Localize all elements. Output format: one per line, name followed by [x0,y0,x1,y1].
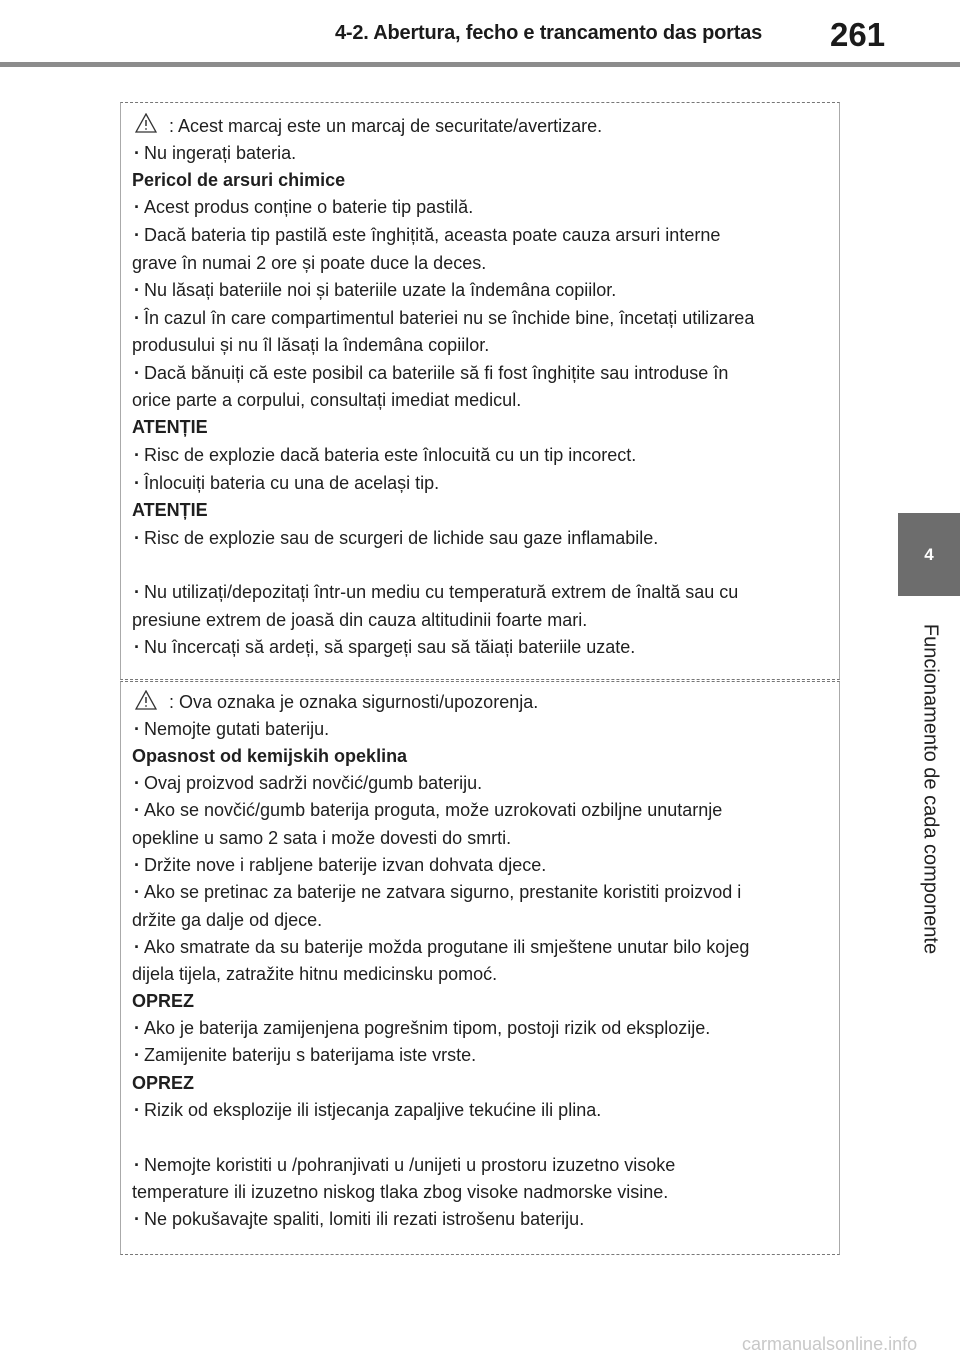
warning-panel-romanian [120,102,840,680]
list-item: · Risc de explozie dacă bateria este înlocuită cu un tip incorect. [132,444,636,466]
list-item: · Nu ingerați bateria. [132,142,296,164]
list-item: · Dacă bănuiți că este posibil ca bateriile să fi fost înghițite sau introduse în [132,362,728,384]
section-heading: OPREZ [132,1073,195,1093]
list-item: · Ako se pretinac za baterije ne zatvara sigurno, prestanite koristiti proizvod i [132,881,741,903]
list-item-continuation: grave în numai 2 ore și poate duce la deces. [132,253,487,273]
section-title: 4-2. Abertura, fecho e trancamento das portas [335,22,763,44]
list-item-continuation: držite ga dalje od djece. [132,910,323,930]
list-item: · Acest produs conține o baterie tip pastilă. [132,196,473,218]
list-item-continuation: opekline u samo 2 sata i može dovesti do smrti. [132,828,512,848]
page-header [0,0,960,68]
list-item: · Nu utilizați/depozitați într-un mediu cu temperatură extrem de înaltă sau cu [132,581,738,603]
list-item: · Ako smatrate da su baterije možda progutane ili smještene unutar bilo kojeg [132,936,749,958]
chapter-tab[interactable] [898,513,960,596]
list-item: · Ne pokušavajte spaliti, lomiti ili rezati istrošenu bateriju. [132,1208,584,1230]
marking-note: : Ova oznaka je oznaka sigurnosti/upozorenja. [169,692,539,712]
chapter-number: 4 [924,544,934,564]
section-heading: ATENȚIE [132,417,208,437]
page-number: 261 [830,16,886,53]
section-heading: Opasnost od kemijskih opeklina [132,746,408,766]
list-item-continuation: orice parte a corpului, consultați imediat medicul. [132,390,522,410]
list-item: · Înlocuiți bateria cu una de același tip. [132,472,439,494]
marking-note: : Acest marcaj este un marcaj de securitate/avertizare. [169,116,603,136]
section-heading: OPREZ [132,991,195,1011]
list-item: · Držite nove i rabljene baterije izvan dohvata djece. [132,854,546,876]
warning-panel-croatian [120,681,840,1255]
warning-triangle-icon [135,690,157,710]
list-item: · Nemojte gutati bateriju. [132,718,329,740]
list-item: · Dacă bateria tip pastilă este înghițită, aceasta poate cauza arsuri interne [132,224,720,246]
list-item: · Nu încercați să ardeți, să spargeți sau să tăiați bateriile uzate. [132,636,635,658]
chapter-label-text: Funcionamento de cada componente [919,623,942,955]
list-item: · În cazul în care compartimentul bateriei nu se închide bine, încetați utilizarea [132,307,754,329]
list-item: · Risc de explozie sau de scurgeri de lichide sau gaze inflamabile. [132,527,658,549]
list-item: · Nu lăsați bateriile noi și bateriile uzate la îndemâna copiilor. [132,279,616,301]
list-item: · Rizik od eksplozije ili istjecanja zapaljive tekućine ili plina. [132,1099,601,1121]
list-item: · Ako se novčić/gumb baterija proguta, može uzrokovati ozbiljne unutarnje [132,799,722,821]
section-heading: ATENȚIE [132,500,208,520]
header-divider [0,62,960,67]
list-item: · Nemojte koristiti u /pohranjivati u /unijeti u prostoru izuzetno visoke [132,1154,675,1176]
list-item: · Ovaj proizvod sadrži novčić/gumb bateriju. [132,772,482,794]
list-item: · Zamijenite bateriju s baterijama iste vrste. [132,1044,476,1066]
list-item-continuation: temperature ili izuzetno niskog tlaka zbog visoke nadmorske visine. [132,1182,669,1202]
list-item-continuation: produsului și nu îl lăsați la îndemâna copiilor. [132,335,490,355]
watermark: carmanualsonline.info [742,1334,918,1354]
chapter-side-label [915,608,945,970]
list-item-continuation: presiune extrem de joasă din cauza altitudinii foarte mari. [132,610,588,630]
list-item: · Ako je baterija zamijenjena pogrešnim tipom, postoji rizik od eksplozije. [132,1017,710,1039]
list-item-continuation: dijela tijela, zatražite hitnu medicinsku pomoć. [132,964,498,984]
warning-triangle-icon [135,113,157,133]
section-heading: Pericol de arsuri chimice [132,170,346,190]
